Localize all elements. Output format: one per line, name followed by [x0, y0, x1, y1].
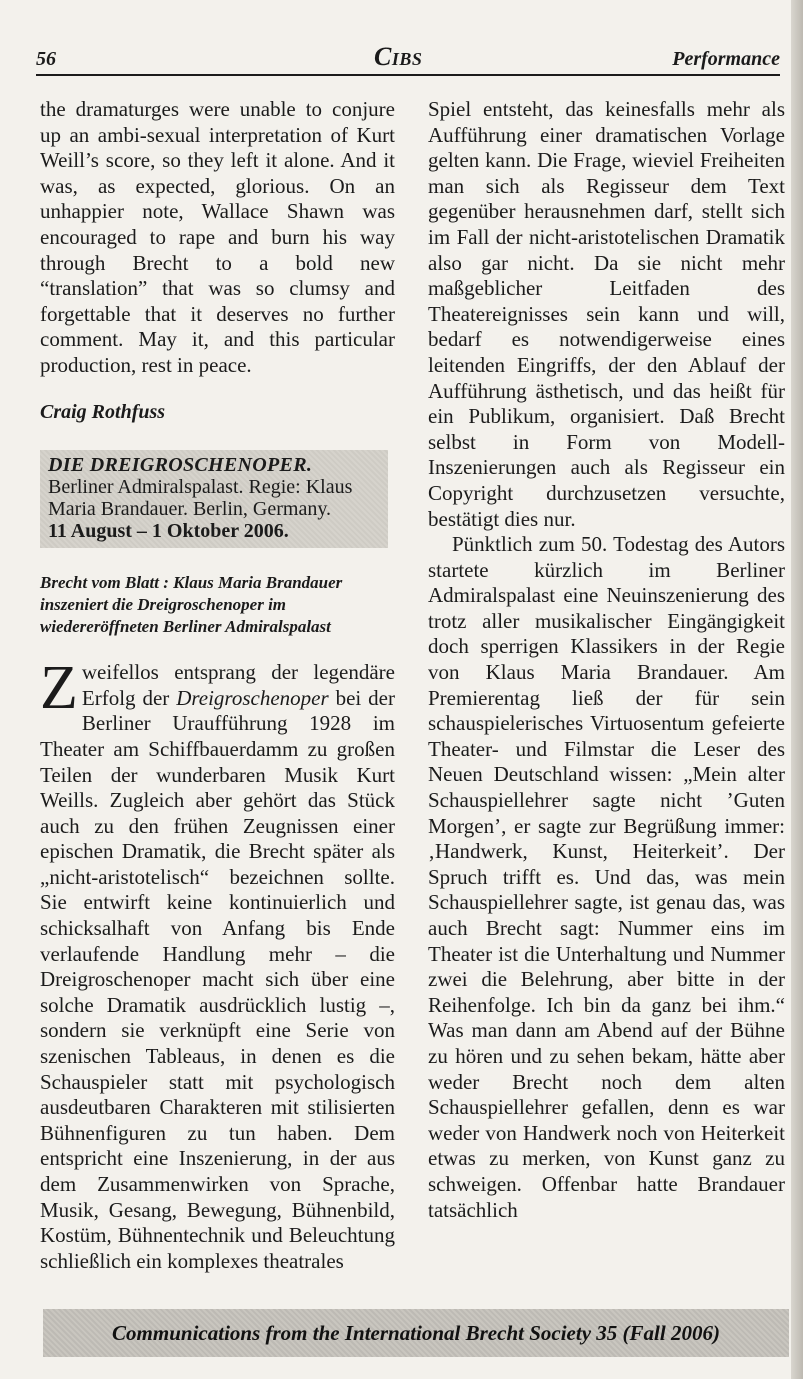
production-dates: 11 August – 1 Oktober 2006. [48, 520, 289, 543]
page-footer [43, 1309, 789, 1357]
article-paragraph-2: Pünktlich zum 50. Todestag des Autors startete kürzlich im Berliner Admiralspalast eine Neuinszenierung des trotz aller musikalischer Eingängigkeit doch sperrigen Klassikers in der Regie von Klaus Maria Brandauer. Am Premierentag ließ der für sein schauspielerisches Virtuosentum gefeierte Theater- und Filmstar die Leser des Neuen Deutschland wissen: „Mein alter Schauspiellehrer sagte nicht ’Guten Morgen’, er sagte zur Begrüßung immer: ‚Handwerk, Kunst, Heiterkeit’. Der Spruch trifft es. Und das, was mein Schauspiellehrer sagte, ist genau das, was auch Brecht sagt: Nummer eins im Theater ist die Unterhaltung und Nummer zwei die Belehrung, aber bitte in der Reihenfolge. Ich bin da ganz bei ihm.“ Was man dann am Abend auf der Bühne zu hören und zu sehen bekam, hätte aber weder Brecht noch dem alten Schauspiellehrer gefallen, denn es war weder von Handwerk noch von Heiterkeit etwas zu merken, von Kunst ganz zu schweigen. Offenbar hatte Brandauer tatsächlich [428, 532, 785, 1222]
body-text-part-b: bei der Berliner Uraufführung 1928 im Theater am Schiffbauerdamm zu großen Teilen der wunderbaren Musik Kurt Weills. Zugleich aber gehört das Stück auch zu den frühen Zeugnissen einer epischen Dramatik, die Brecht später als „nicht-aristotelisch“ bezeichnen sollte. Sie entwirft keine kontinuierlich und schicksalhaft von Anfang bis Ende verlaufende Handlung mehr – die Dreigroschenoper macht sich über eine solche Dramatik ausdrücklich lustig –, sondern sie verknüpft eine Serie von szenischen Tableaus, in denen es die Schauspieler statt mit psychologisch ausdeutbaren Charakteren mit stilisierten Bühnenfiguren zu tun haben. Dem entspricht eine Inszenierung, in der aus dem Zusammenwirken von Sprache, Musik, Gesang, Bewegung, Bühnenbild, Kostüm, Bühnentechnik und Beleuchtung schließlich ein komplexes theatrales [40, 685, 395, 1273]
article-body-paragraph [40, 654, 395, 1274]
production-title: DIE DREIGROSCHENOPER. [48, 454, 313, 477]
body-text-part-a: weifellos entsprang der legendäre Erfolg der [81, 660, 395, 710]
drop-cap: Z [40, 654, 78, 723]
review-ending-paragraph: the dramaturges were unable to conjure up an ambi-sexual interpretation of Kurt Weill’s score, so they left it alone. And it was, as expected, glorious. On an unhappier note, Wallace Shawn was encouraged to rape and burn his way through Brecht to a bold new “translation” that was so clumsy and forgettable that it deserves no further comment. May it, and this particular production, rest in peace. [40, 97, 395, 377]
footer-text: Communications from the International Brecht Society 35 (Fall 2006) [112, 1320, 720, 1345]
page-edge [791, 0, 803, 1379]
page-header [36, 38, 780, 78]
article-paragraph-continued: Spiel entsteht, das keinesfalls mehr als Aufführung einer dramatischen Vorlage gelten kann. Die Frage, wieviel Freiheiten man sich als Regisseur dem Text gegenüber herausnehmen darf, stellt sich im Fall der nicht-aristotelischen Dramatik also gar nicht. Da sie nicht mehr maßgeblicher Leitfaden des Theatereignisses sein kann und will, bedarf es notwendigerweise eines leitenden Eingriffs, der den Ablauf der Aufführung ästhetisch, und das heißt für ein Publikum, organisiert. Daß Brecht selbst in Form von Modell-Inszenierungen auch als Regisseur ein Copyright durchzusetzen versuchte, bestätigt dies nur. [428, 97, 785, 531]
article-subtitle: Brecht vom Blatt : Klaus Maria Brandauer inszeniert die Dreigroschenoper im wiedereröffneten Berliner Admiralspalast [40, 573, 343, 637]
production-info-box [40, 450, 388, 548]
production-venue: Berliner Admiralspalast. Regie: Klaus Maria Brandauer. Berlin, Germany. [48, 476, 353, 521]
body-text-title-italic: Dreigroschenoper [176, 685, 329, 710]
header-rule [36, 74, 780, 76]
section-title: Performance [672, 48, 780, 70]
author-name: Craig Rothfuss [40, 400, 166, 423]
left-column [40, 97, 395, 1274]
right-column [428, 97, 785, 1223]
journal-title: Cibs [374, 42, 423, 71]
page-number: 56 [36, 48, 56, 70]
